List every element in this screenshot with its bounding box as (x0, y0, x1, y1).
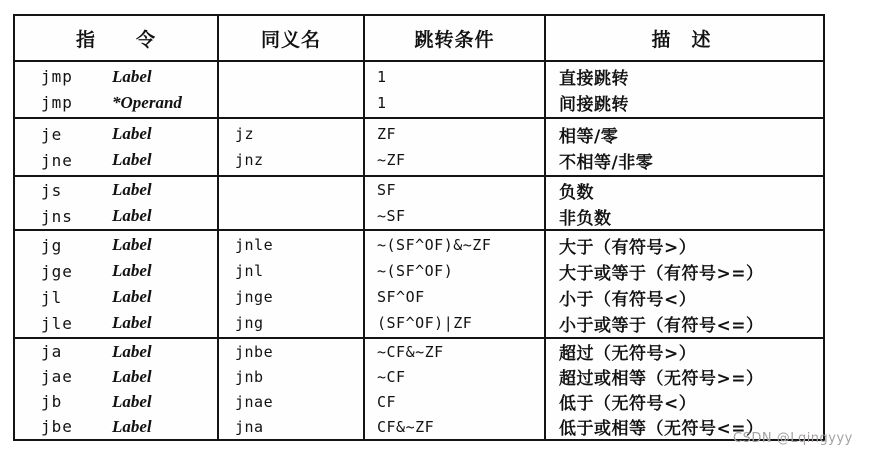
mnemonic: jae (41, 367, 73, 386)
instruction-line (41, 414, 217, 439)
synonym (235, 203, 363, 229)
synonym: jna (235, 417, 264, 436)
operand: Label (112, 235, 152, 254)
instruction-line (41, 177, 217, 203)
description: 超过或相等（无符号>=） (559, 369, 764, 389)
instruction-line (41, 232, 217, 258)
description-cell (544, 177, 817, 229)
operand: Label (112, 66, 152, 86)
description: 负数 (559, 182, 594, 203)
operand: Label (112, 341, 152, 361)
jump-condition: SF^OF (377, 288, 425, 306)
table-group-ja (15, 337, 823, 439)
operand: Label (112, 206, 152, 225)
operand: Label (112, 366, 152, 386)
synonym (235, 177, 363, 203)
condition-cell (363, 339, 544, 439)
synonym-cell (217, 231, 363, 337)
jump-condition: CF (377, 392, 397, 411)
header-cell-synonym (217, 16, 363, 60)
synonym-cell (217, 177, 363, 229)
instruction-line (41, 64, 217, 90)
operand: Label (112, 287, 152, 306)
synonym (235, 90, 363, 116)
instruction-cell (15, 231, 217, 337)
instruction-cell (15, 119, 217, 175)
instruction-line (41, 310, 217, 336)
table-group-js (15, 175, 823, 229)
instruction-cell (15, 62, 217, 117)
jump-condition: CF&~ZF (377, 417, 435, 436)
instruction-line (41, 147, 217, 173)
table-group-jg (15, 229, 823, 337)
description: 超过（无符号>） (559, 344, 697, 364)
description: 低于（无符号<） (559, 394, 697, 414)
instruction-line (41, 364, 217, 389)
description: 间接跳转 (559, 95, 629, 115)
jump-instructions-table (13, 14, 825, 441)
synonym: jnz (235, 151, 264, 169)
mnemonic: jb (41, 392, 63, 411)
description: 小于或等于（有符号<=） (559, 315, 764, 336)
synonym: jnle (235, 236, 274, 254)
column-header-instruction: 指 令 (75, 28, 156, 51)
mnemonic: jle (41, 313, 73, 333)
mnemonic: jbe (41, 417, 73, 436)
synonym: jng (235, 314, 264, 332)
synonym: jnae (235, 392, 274, 411)
header-cell-description (544, 16, 817, 60)
description: 低于或相等（无符号<=） (559, 419, 764, 439)
description: 相等/零 (559, 126, 619, 147)
operand: Label (112, 391, 152, 411)
mnemonic: jg (41, 235, 63, 255)
mnemonic: jmp (41, 93, 73, 112)
header-cell-instruction (15, 16, 217, 60)
instruction-cell (15, 177, 217, 229)
jump-condition: ~ZF (377, 151, 406, 169)
description-cell (544, 119, 817, 175)
condition-cell (363, 119, 544, 175)
jump-condition: ~(SF^OF)&~ZF (377, 236, 492, 254)
operand: Label (112, 150, 152, 169)
instruction-line (41, 121, 217, 147)
jump-condition: ZF (377, 125, 397, 143)
mnemonic: jmp (41, 67, 73, 86)
synonym: jnl (235, 262, 264, 280)
condition-cell (363, 231, 544, 337)
description-cell (544, 339, 817, 439)
table-group-je (15, 117, 823, 175)
instruction-line (41, 90, 217, 116)
description-cell (544, 231, 817, 337)
synonym: jnb (235, 367, 264, 386)
condition-cell (363, 62, 544, 117)
synonym (235, 64, 363, 90)
condition-cell (363, 177, 544, 229)
synonym-cell (217, 62, 363, 117)
column-header-description: 描 述 (651, 28, 712, 51)
synonym: jz (235, 125, 255, 143)
instruction-line (41, 284, 217, 310)
description: 直接跳转 (559, 69, 629, 89)
synonym: jnge (235, 288, 274, 306)
jump-condition: ~SF (377, 207, 406, 225)
mnemonic: jns (41, 206, 73, 226)
instruction-line (41, 339, 217, 364)
operand: Label (112, 416, 152, 436)
mnemonic: jge (41, 261, 73, 281)
header-cell-condition (363, 16, 544, 60)
description: 小于（有符号<） (559, 289, 697, 310)
synonym-cell (217, 339, 363, 439)
synonym-cell (217, 119, 363, 175)
jump-condition: 1 (377, 67, 387, 86)
csdn-watermark: CSDN @Lqingyyy (733, 431, 853, 446)
description-cell (544, 62, 817, 117)
description: 非负数 (559, 208, 612, 229)
jump-condition: SF (377, 181, 397, 199)
description: 大于（有符号>） (559, 237, 697, 258)
instruction-line (41, 389, 217, 414)
operand: Label (112, 124, 152, 143)
operand: Label (112, 313, 152, 332)
mnemonic: je (41, 124, 63, 144)
mnemonic: jne (41, 150, 73, 170)
operand: Label (112, 261, 152, 280)
mnemonic: js (41, 180, 63, 200)
mnemonic: ja (41, 342, 63, 361)
table-group-jmp (15, 60, 823, 117)
jump-condition: ~CF (377, 367, 406, 386)
description: 大于或等于（有符号>=） (559, 263, 764, 284)
operand: Label (112, 180, 152, 199)
jump-condition: ~(SF^OF) (377, 262, 454, 280)
column-header-condition: 跳转条件 (414, 28, 495, 51)
jump-condition: 1 (377, 93, 387, 112)
description: 不相等/非零 (559, 152, 654, 173)
table-header-row (15, 16, 823, 60)
instruction-cell (15, 339, 217, 439)
synonym: jnbe (235, 342, 274, 361)
instruction-line (41, 203, 217, 229)
jump-condition: (SF^OF)|ZF (377, 314, 473, 332)
jump-condition: ~CF&~ZF (377, 342, 444, 361)
operand: *Operand (112, 92, 182, 112)
column-header-synonym: 同义名 (260, 28, 321, 51)
instruction-line (41, 258, 217, 284)
mnemonic: jl (41, 287, 63, 307)
